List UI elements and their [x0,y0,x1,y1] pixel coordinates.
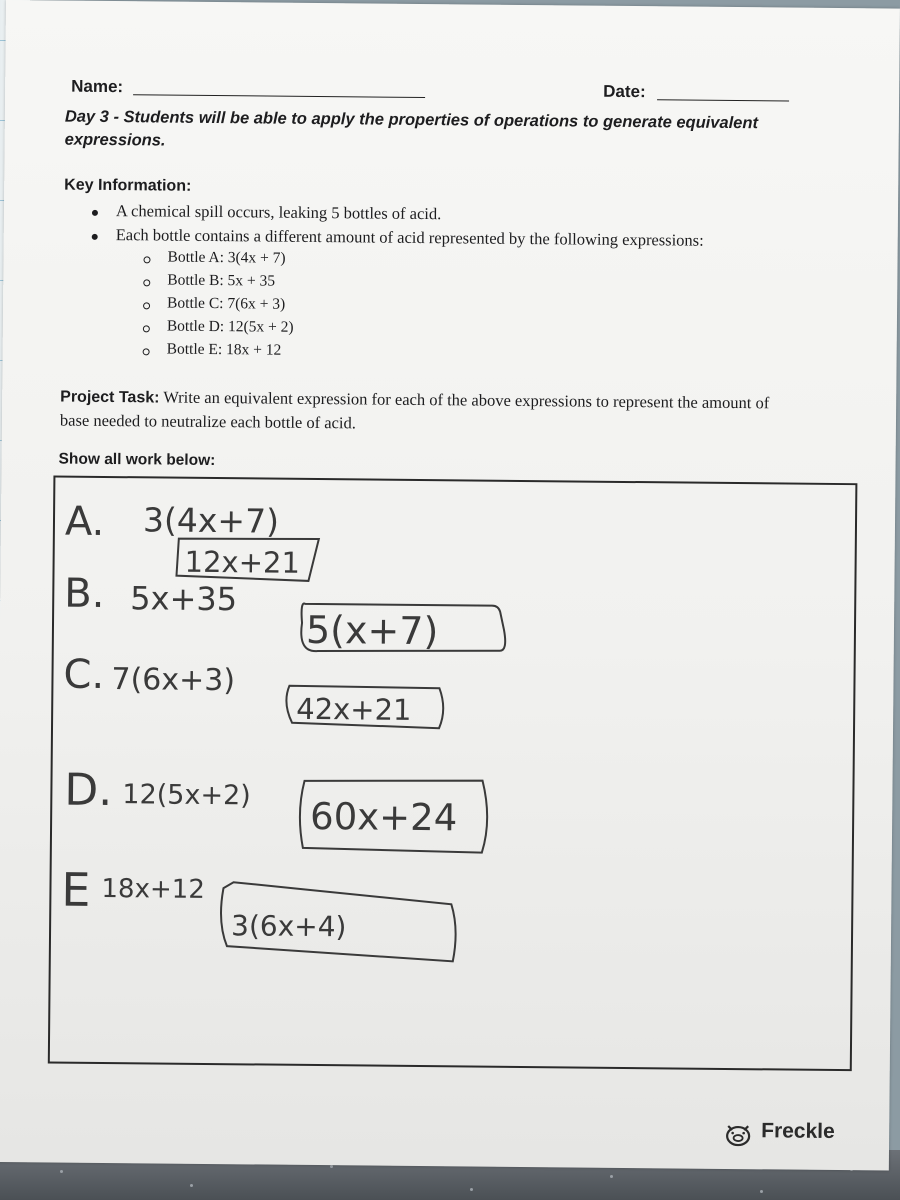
project-task-label: Project Task: [60,388,160,407]
project-task [60,387,769,414]
answer-e-answer: 3(6x+4) [230,909,347,944]
answer-a-answer: 12x+21 [184,544,301,580]
answer-a-letter: A. [64,498,105,545]
bullet-dot [92,234,98,240]
sub-bullet [143,325,150,332]
answer-b-problem: 5x+35 [130,579,238,619]
answer-d-problem: 12(5x+2) [122,779,251,812]
bottle-c: Bottle C: 7(6x + 3) [167,294,286,313]
project-task-cont: base needed to neutralize each bottle of acid. [59,410,356,433]
answer-d-letter: D. [64,764,113,817]
answer-d-answer: 60x+24 [309,794,458,840]
answer-b-letter: B. [64,570,105,617]
bottle-a: Bottle A: 3(4x + 7) [167,248,286,267]
sub-bullet [143,348,150,355]
sub-bullet [143,256,150,263]
bullet-spill: A chemical spill occurs, leaking 5 bottles of acid. [115,201,442,224]
answer-e-letter: E [61,862,91,917]
bullet-dot [92,210,98,216]
key-info-heading: Key Information: [64,176,192,195]
bottle-d: Bottle D: 12(5x + 2) [166,317,294,336]
show-work-heading: Show all work below: [58,450,216,470]
project-task-text: Write an equivalent expression for each of the above expressions to represent the amount of [159,387,770,413]
sub-bullet [143,302,150,309]
answer-c-letter: C. [63,651,105,698]
date-label: Date: [603,81,646,102]
answer-a-problem: 3(4x+7) [142,500,280,541]
pig-face-icon [723,1121,753,1147]
bottle-b: Bottle B: 5x + 35 [167,271,276,290]
answer-b-answer: 5(x+7) [305,607,439,654]
objective: Day 3 - Students will be able to apply the properties of operations to generate equivalent [64,107,759,133]
answer-c-problem: 7(6x+3) [111,662,236,699]
sub-bullet [143,279,150,286]
brand-name: Freckle [761,1119,835,1144]
name-label: Name: [71,76,124,97]
answer-c-answer: 42x+21 [296,691,412,727]
bullet-bottles: Each bottle contains a different amount of acid represented by the following expressions: [115,225,704,250]
work-area-box [48,475,858,1071]
date-line [657,99,789,101]
bottle-e: Bottle E: 18x + 12 [166,340,282,359]
name-line [133,94,425,98]
objective-cont: expressions. [64,130,166,150]
answer-e-problem: 18x+12 [101,873,205,905]
